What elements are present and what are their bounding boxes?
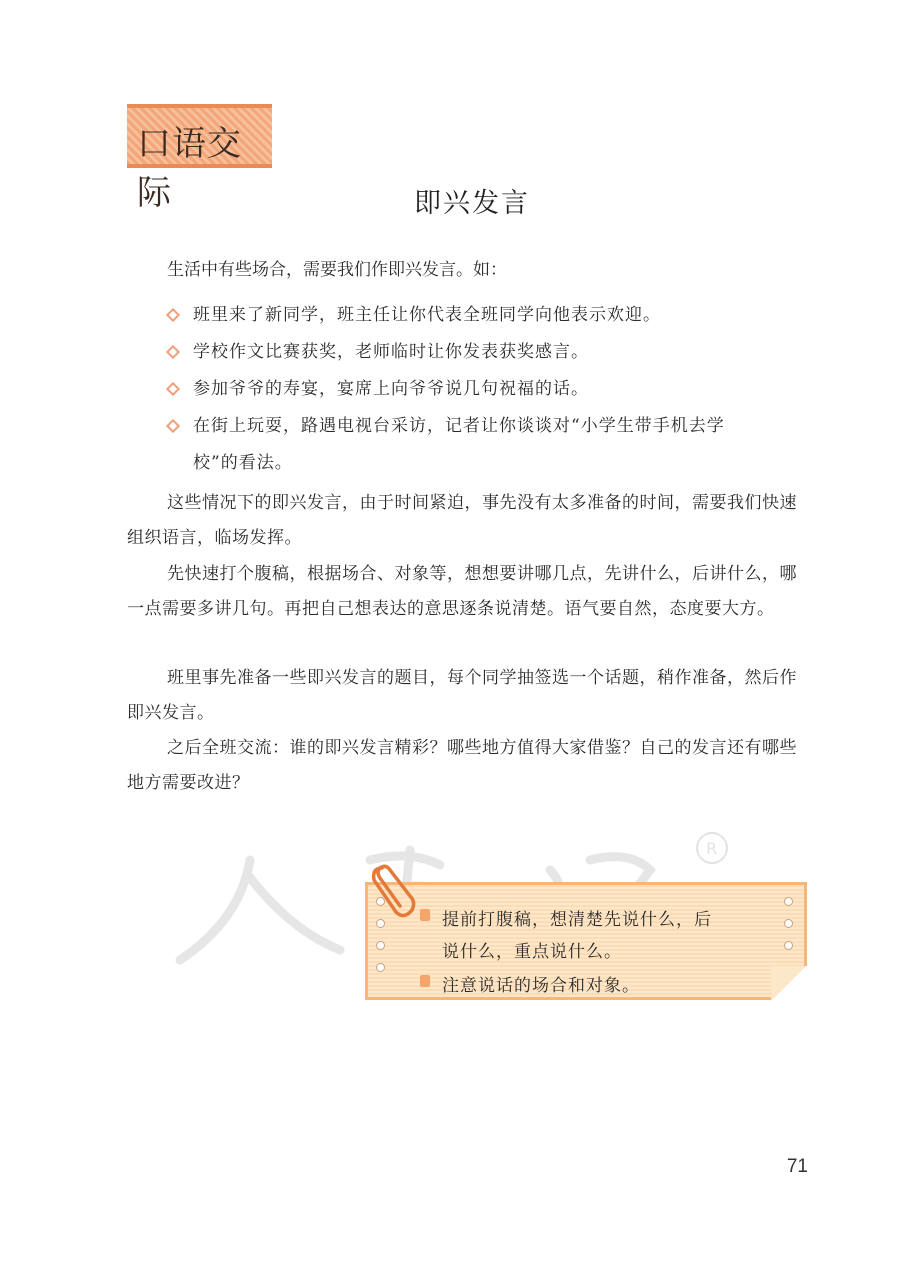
binder-hole-icon [376,941,385,950]
list-item: 班里来了新同学，班主任让你代表全班同学向他表示欢迎。 [165,297,810,334]
tip-bullet-icon [420,909,430,921]
svg-text:R: R [706,839,718,858]
list-item: 参加爷爷的寿宴，宴席上向爷爷说几句祝福的话。 [165,371,810,408]
tip-item: 注意说话的场合和对象。 [442,971,640,996]
tips-card [365,882,807,1000]
binder-hole-icon [376,919,385,928]
intro-text: 生活中有些场合，需要我们作即兴发言。如： [167,260,507,280]
page-curl-corner [771,966,807,1000]
binder-hole-icon [376,963,385,972]
binder-hole-icon [784,919,793,928]
diamond-bullet-icon [166,308,180,322]
paperclip-icon [368,858,420,920]
page-number: 71 [786,1156,808,1177]
paragraph: 先快速打个腹稿，根据场合、对象等，想想要讲哪几点，先讲什么，后讲什么，哪一点需要多讲几句。再把自己想表达的意思逐条说清楚。语气要自然，态度要大方。 [127,564,797,619]
diamond-bullet-icon [166,345,180,359]
paragraph: 这些情况下的即兴发言，由于时间紧迫，事先没有太多准备的时间，需要我们快速组织语言，临场发挥。 [127,493,797,548]
tip-bullet-icon [420,975,430,987]
diamond-bullet-icon [166,382,180,396]
scenario-list [165,297,810,482]
paragraph: 之后全班交流：谁的即兴发言精彩？哪些地方值得大家借鉴？自己的发言还有哪些地方需要改进？ [127,738,797,793]
list-item: 在街上玩耍，路遇电视台采访，记者让你谈谈对“小学生带手机去学 校”的看法。 [165,408,810,482]
section-label-text: 口语交际 [137,124,242,213]
paragraph: 班里事先准备一些即兴发言的题目，每个同学抽签选一个话题，稍作准备，然后作即兴发言。 [127,668,797,723]
section-label [127,104,272,213]
tip-item-continued: 说什么，重点说什么。 [442,942,622,962]
diamond-bullet-icon [166,419,180,433]
binder-hole-icon [784,941,793,950]
binder-hole-icon [784,897,793,906]
page-title: 即兴发言 [414,188,530,219]
tip-item: 提前打腹稿，想清楚先说什么，后 [442,905,712,930]
list-item: 学校作文比赛获奖，老师临时让你发表获奖感言。 [165,334,810,371]
